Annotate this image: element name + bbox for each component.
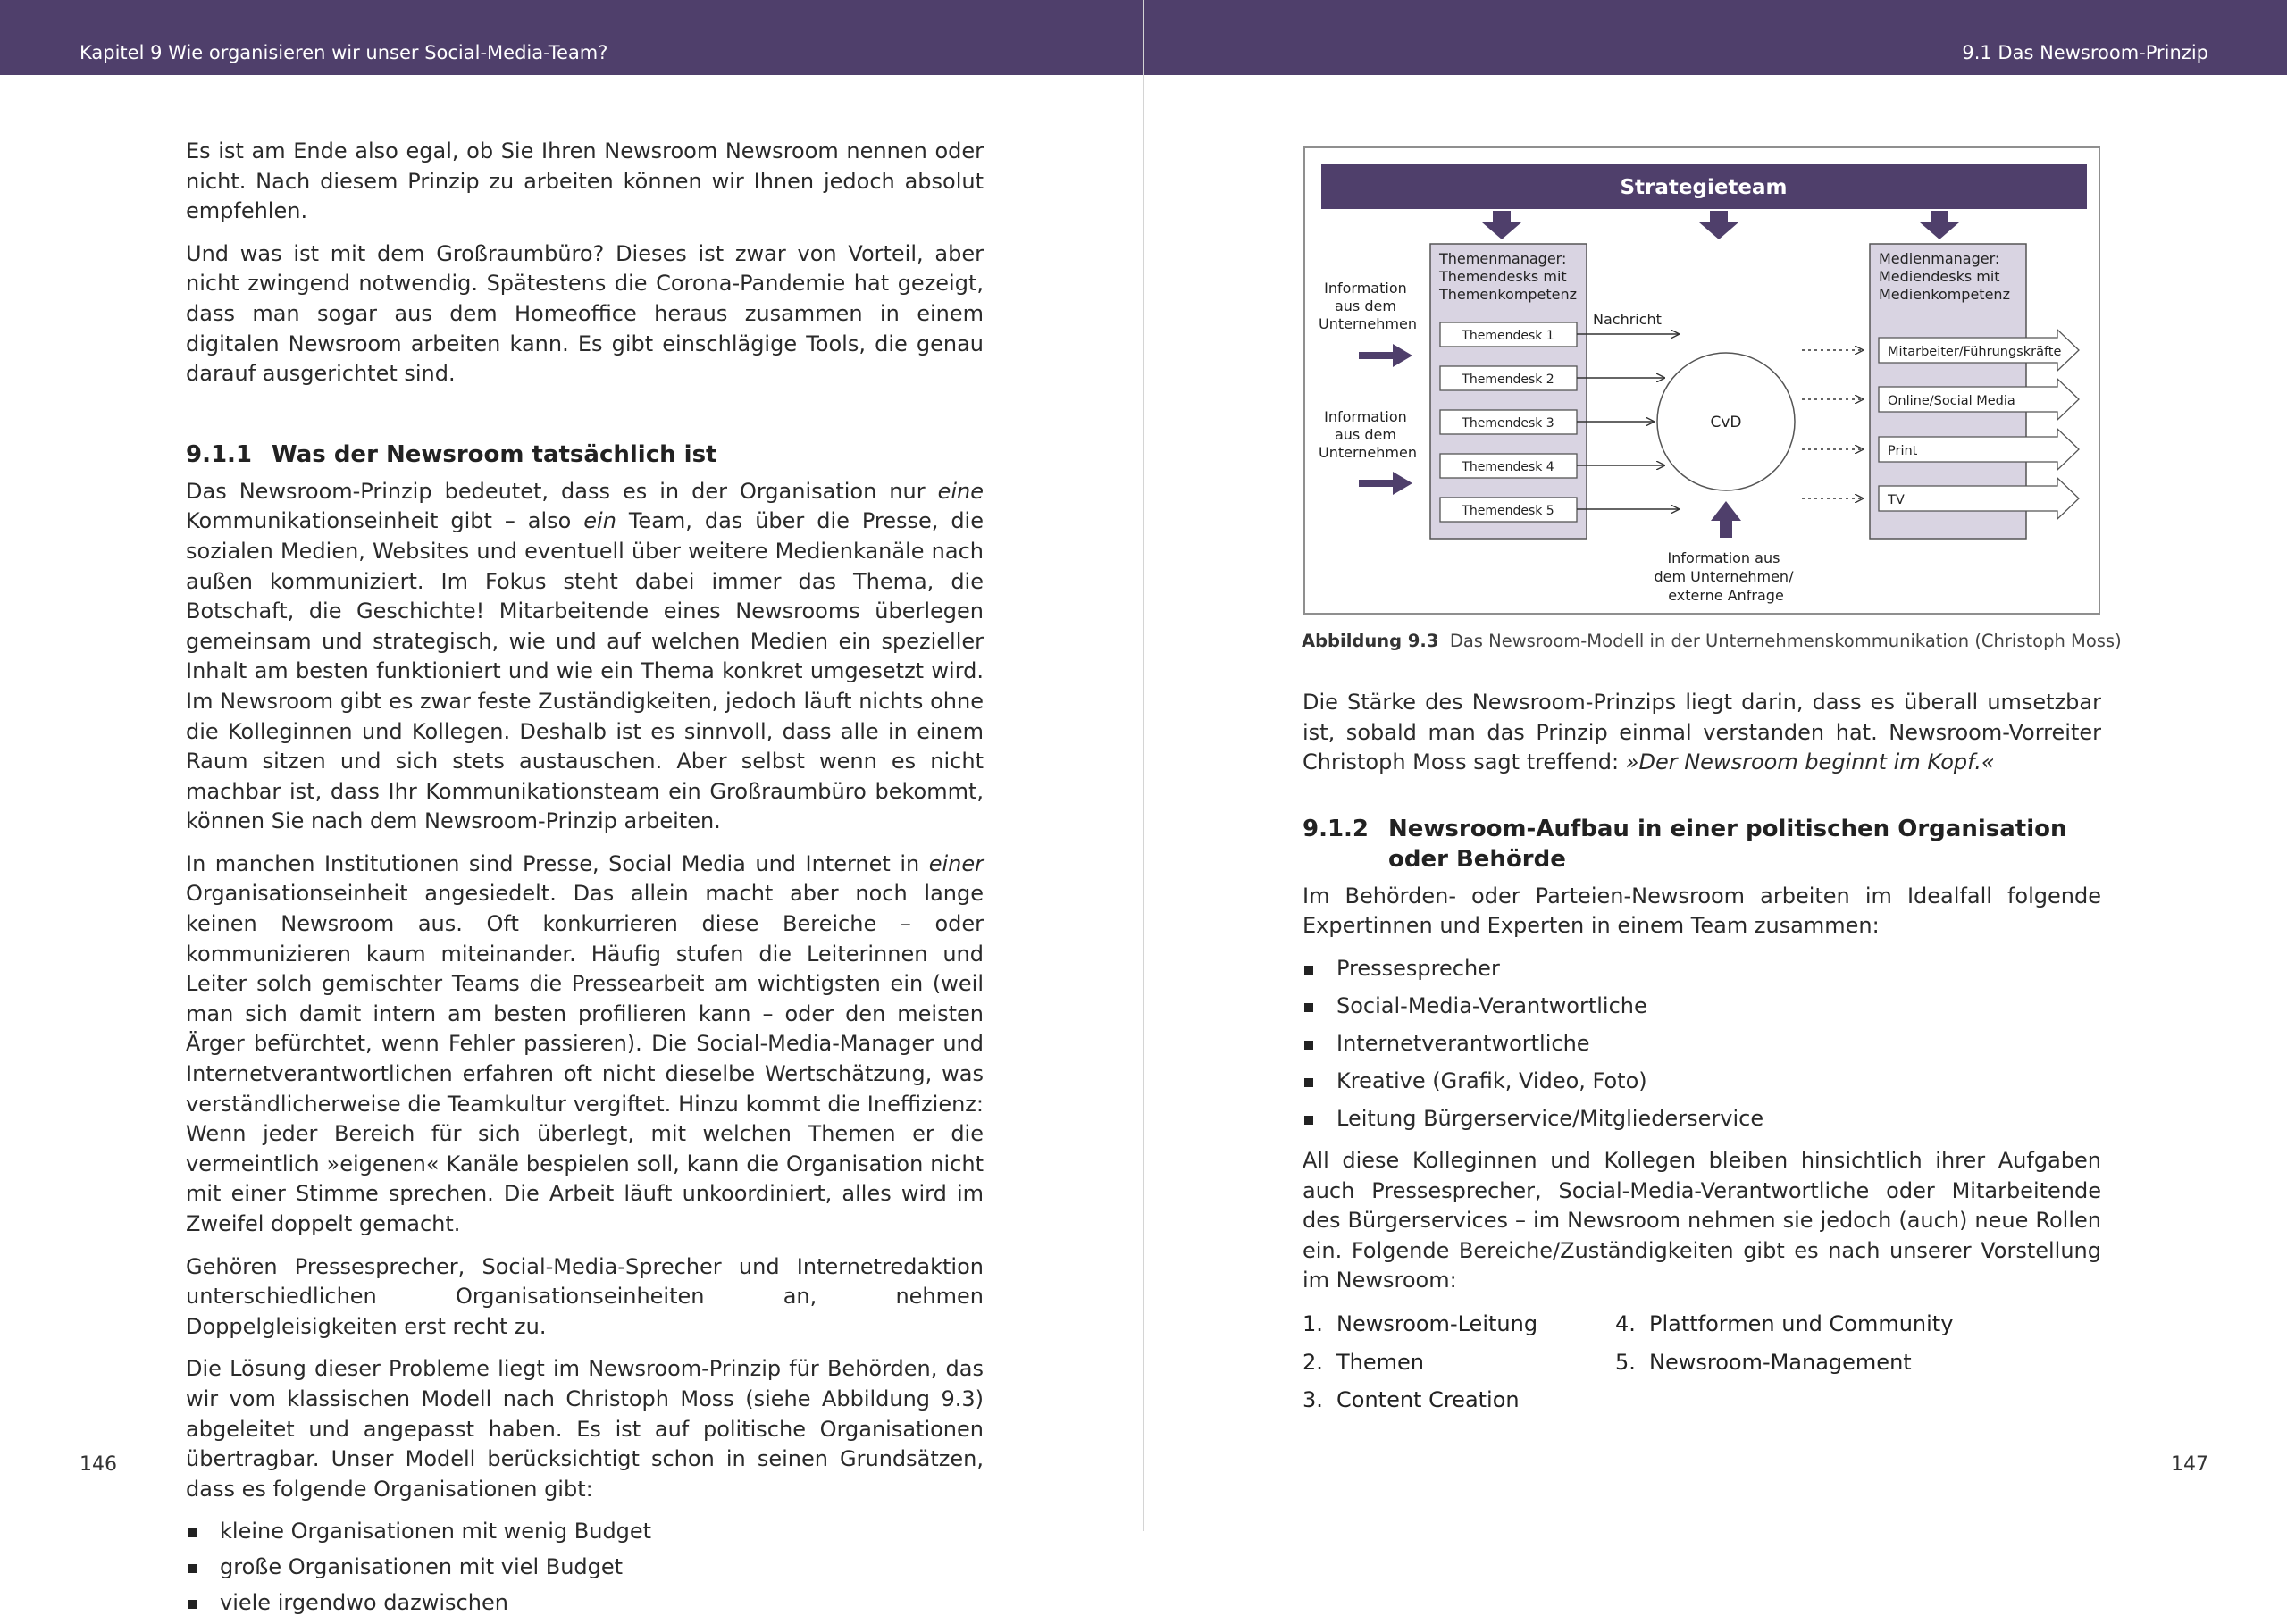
section-title: Was der Newsroom tatsächlich ist (272, 440, 717, 468)
right-body-text (1303, 688, 2101, 1309)
header-section-title: 9.1 Das Newsroom-Prinzip (1962, 42, 2208, 63)
list-item: Social-Media-Verantwortliche (1303, 992, 2101, 1021)
svg-text:Print: Print (1888, 444, 1918, 458)
section-heading (186, 439, 984, 470)
bullet-square-icon (188, 1528, 197, 1537)
themenmanager-title: Themenmanager: Themendesks mit Themenkompetenz (1439, 250, 1578, 303)
svg-text:Themendesk 2: Themendesk 2 (1462, 373, 1554, 387)
input-label-1: Information aus dem Unternehmen (1319, 280, 1417, 332)
page-number-right: 147 (2171, 1453, 2208, 1476)
svg-text:Themendesk 1: Themendesk 1 (1462, 329, 1554, 343)
numbered-item: 5. Newsroom-Management (1615, 1349, 1912, 1375)
bottom-input-label: Information aus dem Unternehmen/ externe Anfrage (1654, 549, 1794, 604)
down-arrow-icon (1920, 211, 1959, 239)
newsroom-model-figure (1303, 146, 2100, 615)
section-number: 9.1.2 (1303, 815, 1370, 842)
running-header-left (0, 0, 1144, 75)
paragraph: Im Behörden- oder Parteien-Newsroom arbeiten im Idealfall folgende Expertinnen und Experten in einem Team zusammen: (1303, 883, 2101, 939)
section-heading (1303, 814, 2101, 875)
section-number: 9.1.1 (186, 440, 253, 468)
bullet-square-icon (1304, 1078, 1313, 1087)
running-header-right (1144, 0, 2287, 75)
caption-label: Abbildung 9.3 (1302, 631, 1439, 651)
bullet-square-icon (1304, 1041, 1313, 1050)
paragraph: Und was ist mit dem Großraumbüro? Dieses ist zwar von Vorteil, aber nicht zwingend notwendig. Spätestens die Corona-Pandemie hat gezeigt, dass man sogar aus dem Homeoffice heraus zusammen in einem digitalen Newsroom arbeiten kann. Es gibt einschlägige Tools, die genau darauf ausgerichtet sind. (186, 240, 984, 387)
paragraph: All diese Kolleginnen und Kollegen bleiben hinsichtlich ihrer Aufgaben auch Pressesprecher, Social-Media-Verantwortliche oder Mitarbeitende des Bürgerservices – im Newsroom nehmen sie jedoch (auch) neue Rollen ein. Folgende Bereiche/Zuständigkeiten gibt es nach unserer Vorstellung im Newsroom: (1303, 1147, 2101, 1293)
svg-text:Themendesk 3: Themendesk 3 (1462, 416, 1554, 431)
svg-text:Themendesk 5: Themendesk 5 (1462, 504, 1554, 518)
cvd-label: CvD (1710, 414, 1742, 431)
numbered-list-col1 (1303, 1305, 1597, 1419)
numbered-item: 2. Themen (1303, 1349, 1424, 1375)
right-arrow-icon (1359, 472, 1412, 495)
up-arrow-icon (1711, 501, 1741, 538)
figure-caption (1302, 631, 2122, 651)
input-label-2: Information aus dem Unternehmen (1319, 408, 1417, 461)
list-item: kleine Organisationen mit wenig Budget (186, 1517, 984, 1546)
numbered-item: 4. Plattformen und Community (1615, 1311, 1954, 1336)
newsroom-diagram (1305, 148, 2099, 613)
svg-text:Themendesk 4: Themendesk 4 (1462, 460, 1554, 474)
paragraph: Es ist am Ende also egal, ob Sie Ihren Newsroom Newsroom nennen oder nicht. Nach diesem Prinzip zu arbeiten können wir Ihnen jedoch absolut empfehlen. (186, 138, 984, 224)
list-item: Kreative (Grafik, Video, Foto) (1303, 1067, 2101, 1096)
bullet-list (186, 1517, 984, 1618)
paragraph: Die Stärke des Newsroom-Prinzips liegt darin, dass es überall umsetzbar ist, sobald man das Prinzip einmal verstanden hat. Newsroom-Vorreiter Christoph Moss sagt treffend: »Der Newsroom beginnt im Kopf.« (1303, 690, 2101, 775)
down-arrow-icon (1699, 211, 1738, 239)
svg-text:Online/Social Media: Online/Social Media (1888, 394, 2015, 408)
medienmanager-title: Medienmanager: Mediendesks mit Medienkompetenz (1879, 250, 2010, 303)
list-item: Internetverantwortliche (1303, 1029, 2101, 1059)
bullet-list (1303, 954, 2101, 1134)
down-arrow-icon (1482, 211, 1521, 239)
strategy-team-label: Strategieteam (1620, 176, 1788, 199)
bullet-square-icon (1304, 1003, 1313, 1012)
left-page (0, 0, 1144, 1616)
bullet-square-icon (1304, 1116, 1313, 1125)
dotted-arrows (1802, 350, 1863, 498)
caption-text: Das Newsroom-Modell in der Unternehmenskommunikation (Christoph Moss) (1449, 631, 2122, 651)
nachricht-label: Nachricht (1593, 311, 1662, 328)
left-body-text (186, 137, 984, 1624)
numbered-list-col2 (1615, 1305, 2062, 1381)
numbered-item: 3. Content Creation (1303, 1387, 1520, 1412)
list-item: Pressesprecher (1303, 954, 2101, 984)
bullet-square-icon (188, 1600, 197, 1609)
paragraph: Die Lösung dieser Probleme liegt im Newsroom-Prinzip für Behörden, das wir vom klassischen Modell nach Christoph Moss (siehe Abbildung 9.3) abgeleitet und angepasst haben. Es ist auf politische Organisationen übertragbar. Unser Modell berücksichtigt schon in seinen Grundsätzen, dass es folgende Organisationen gibt: (186, 1356, 984, 1502)
numbered-item: 1. Newsroom-Leitung (1303, 1311, 1538, 1336)
page-number-left: 146 (80, 1453, 117, 1476)
list-item: viele irgendwo dazwischen (186, 1588, 984, 1618)
paragraph: Gehören Pressesprecher, Social-Media-Sprecher und Internetredaktion unterschiedlichen Organisationseinheiten an, nehmen Doppelgleisigkeiten erst recht zu. (186, 1253, 984, 1339)
bullet-square-icon (188, 1564, 197, 1573)
list-item: große Organisationen mit viel Budget (186, 1553, 984, 1582)
paragraph: In manchen Institutionen sind Presse, Social Media und Internet in einer Organisationseinheit angesiedelt. Das allein macht aber noch lange keinen Newsroom aus. Oft konkurrieren diese Bereiche – oder kommunizieren kaum miteinander. Häufig stufen die Leiterinnen und Leiter solch gemischter Teams die Pressearbeit am wichtigsten ein (weil man sich damit intern am besten profilieren kann – oder den meisten Ärger befürchtet, wenn Fehler passieren). Die Social-Media-Manager und Internetverantwortlichen erfahren oft nicht dieselbe Wertschätzung, was verständlicherweise die Teamkultur vergiftet. Hinzu kommt die Ineffizienz: Wenn jeder Bereich für sich überlegt, mit welchen Themen er die vermeintlich »eigenen« Kanäle bespielen soll, kann die Organisation nicht mit einer Stimme sprechen. Die Arbeit läuft unkoordiniert, alles wird im Zweifel doppelt gemacht. (186, 850, 984, 1236)
right-page (1144, 0, 2287, 1531)
header-chapter-title: Kapitel 9 Wie organisieren wir unser Social-Media-Team? (80, 42, 608, 63)
svg-text:TV: TV (1888, 493, 1905, 507)
list-item: Leitung Bürgerservice/Mitgliederservice (1303, 1104, 2101, 1134)
svg-text:Mitarbeiter/Führungskräfte: Mitarbeiter/Führungskräfte (1888, 345, 2062, 359)
paragraph: Das Newsroom-Prinzip bedeutet, dass es in der Organisation nur eine Kommunikationseinheit gibt – also ein Team, das über die Presse, die sozialen Medien, Websites und eventuell über weitere Medienkanäle nach außen kommuniziert. Im Fokus steht dabei immer das Thema, die Botschaft, die Geschichte! Mitarbeitende eines Newsrooms überlegen gemeinsam und strategisch, wie und auf welchen Medien ein spezieller Inhalt am besten funktioniert und wie ein Thema konkret umgesetzt wird. Im Newsroom gibt es zwar feste Zuständigkeiten, jedoch läuft nichts ohne die Kolleginnen und Kollegen. Deshalb ist es sinnvoll, dass alle in einem Raum sitzen und sich stets austauschen. Aber selbst wenn es nicht machbar ist, dass Ihr Kommunikationsteam ein Großraumbüro bekommt, können Sie nach dem Newsroom-Prinzip arbeiten. (186, 478, 984, 834)
right-arrow-icon (1359, 344, 1412, 367)
section-title: Newsroom-Aufbau in einer politischen Organisation oder Behörde (1388, 815, 2067, 873)
bullet-square-icon (1304, 966, 1313, 975)
